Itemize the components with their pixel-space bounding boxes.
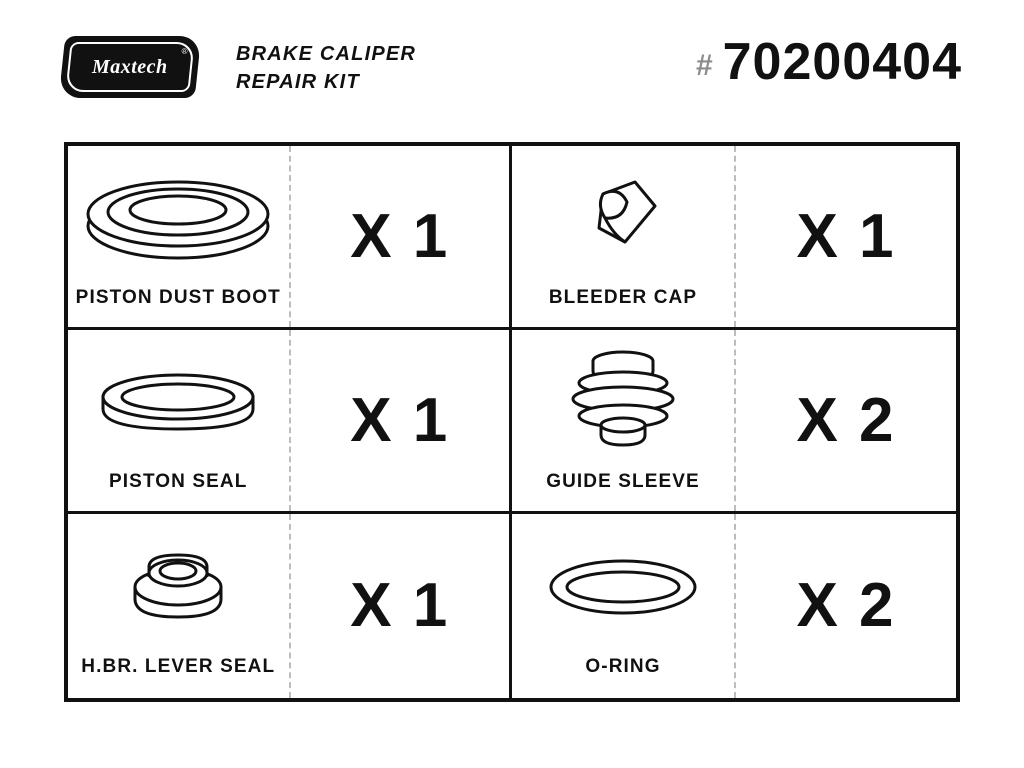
kit-item-o-ring xyxy=(512,514,956,698)
part-illustration-cell xyxy=(512,330,734,511)
quantity-value: X 2 xyxy=(796,385,896,455)
kit-title-line-2: REPAIR KIT xyxy=(236,71,360,93)
quantity-value: X 1 xyxy=(350,201,450,271)
table-row xyxy=(68,146,956,330)
quantity-value: X 1 xyxy=(350,385,450,455)
quantity-cell xyxy=(289,146,510,327)
piston-dust-boot-icon xyxy=(83,163,273,273)
brand-name: Maxtech xyxy=(92,55,168,78)
piston-seal-icon xyxy=(93,347,263,457)
brand-logo xyxy=(59,36,202,98)
hash-icon: # xyxy=(695,49,713,82)
part-illustration-cell xyxy=(68,146,289,327)
kit-title-line-1: BRAKE CALIPER xyxy=(236,43,417,65)
kit-item-bleeder-cap xyxy=(512,146,956,327)
kit-item-guide-sleeve xyxy=(512,330,956,511)
part-label: GUIDE SLEEVE xyxy=(546,470,700,492)
quantity-cell xyxy=(289,330,510,511)
registered-trademark-icon: ® xyxy=(181,47,188,56)
quantity-cell xyxy=(289,514,510,698)
kit-item-piston-dust-boot xyxy=(68,146,512,327)
quantity-value: X 1 xyxy=(796,201,896,271)
kit-item-h-br-lever-seal xyxy=(68,514,512,698)
table-row xyxy=(68,330,956,514)
part-number-block xyxy=(695,33,962,91)
quantity-value: X 2 xyxy=(796,571,896,640)
guide-sleeve-icon xyxy=(558,347,688,457)
brand-logo-frame xyxy=(65,42,194,92)
part-label: H.BR. LEVER SEAL xyxy=(81,656,276,677)
part-label: BLEEDER CAP xyxy=(548,286,698,308)
page-header xyxy=(0,0,1024,132)
part-label: PISTON DUST BOOT xyxy=(75,286,281,308)
part-illustration-cell xyxy=(512,514,734,698)
bleeder-cap-icon xyxy=(563,163,683,273)
part-label: PISTON SEAL xyxy=(109,470,248,492)
part-number: 70200404 xyxy=(722,33,962,91)
kit-item-piston-seal xyxy=(68,330,512,511)
quantity-cell xyxy=(734,146,956,327)
table-row xyxy=(68,514,956,698)
o-ring-icon xyxy=(543,532,703,642)
quantity-cell xyxy=(734,330,956,511)
kit-contents-table xyxy=(64,142,960,702)
part-label: O-RING xyxy=(585,656,661,677)
part-illustration-cell xyxy=(68,514,289,698)
quantity-value: X 1 xyxy=(350,571,450,640)
part-illustration-cell xyxy=(512,146,734,327)
h-br-lever-seal-icon xyxy=(113,532,243,642)
page-title xyxy=(236,40,416,96)
quantity-cell xyxy=(734,514,956,698)
part-illustration-cell xyxy=(68,330,289,511)
